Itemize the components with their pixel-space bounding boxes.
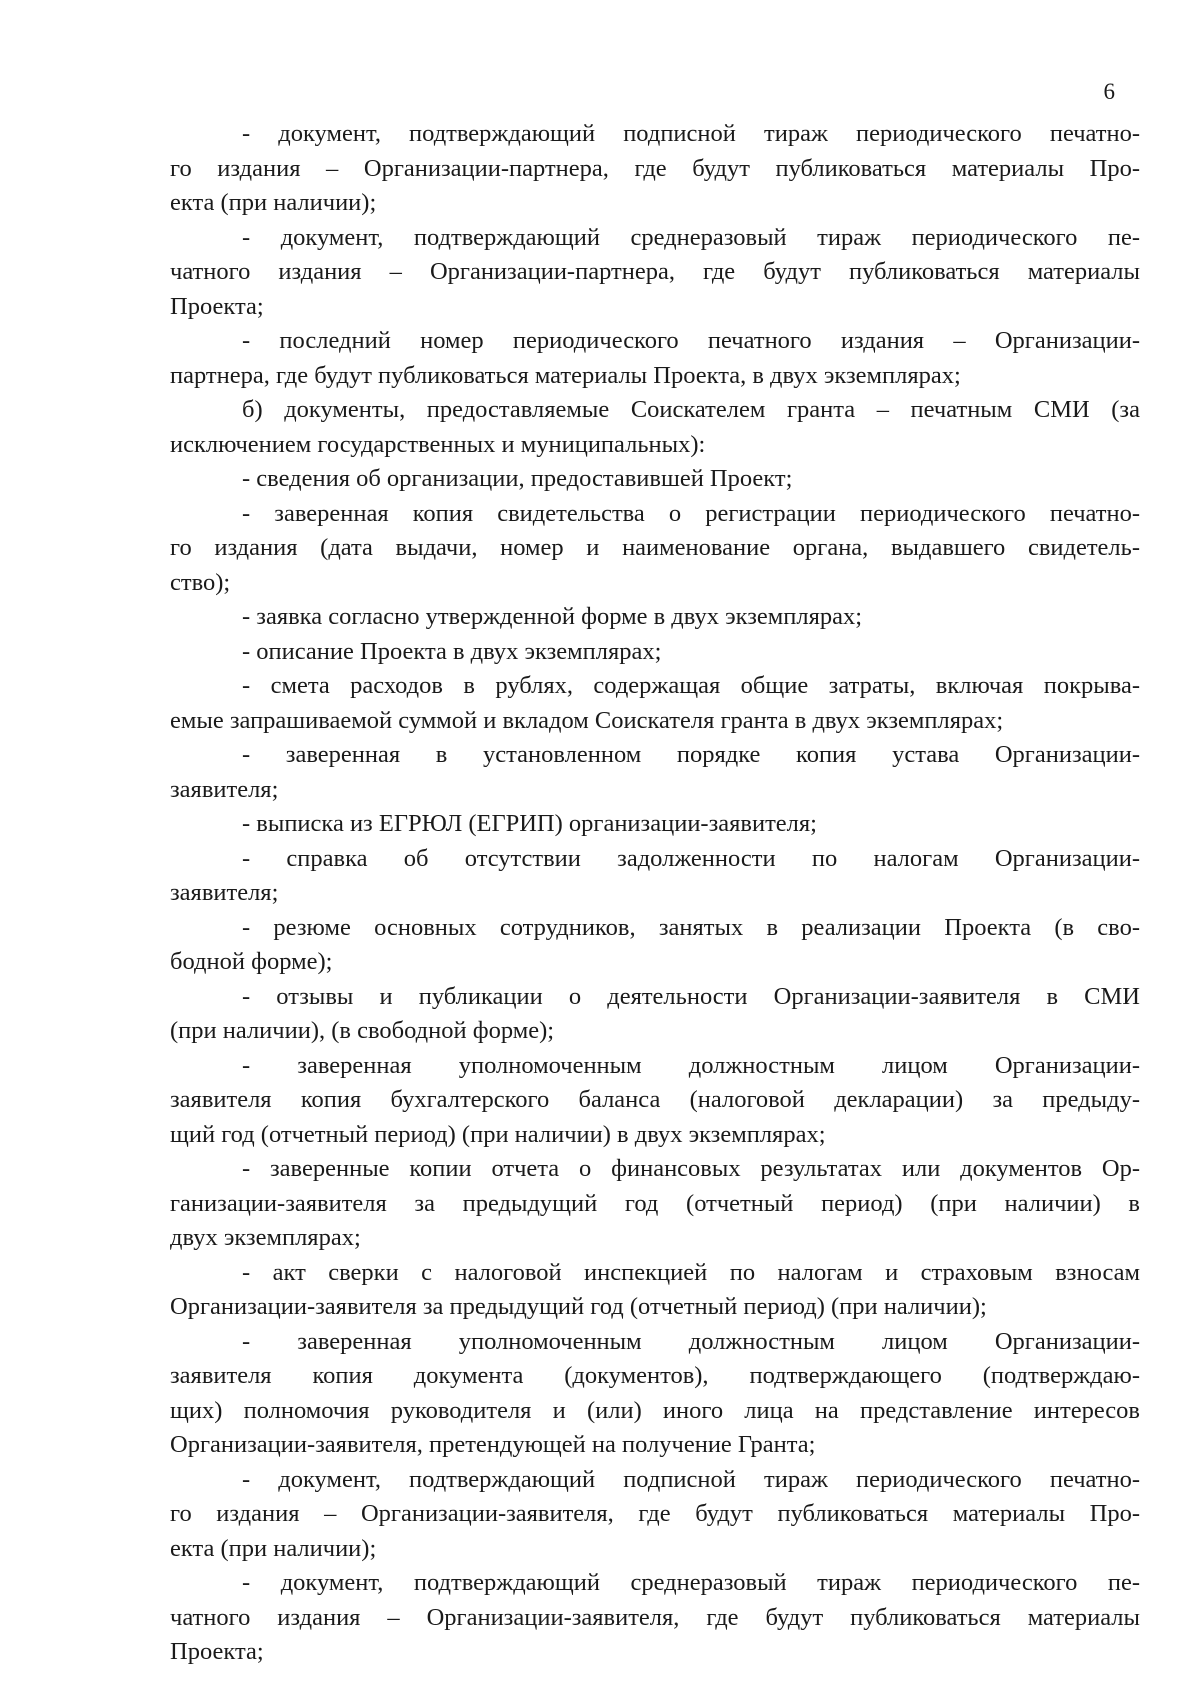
text-line: - заверенные копии отчета о финансовых результатах или документов Ор- [242,1155,1140,1182]
text-line: - резюме основных сотрудников, занятых в реализации Проекта (в сво- [242,913,1140,941]
text-line: заявителя; [170,879,279,906]
text-line: - сведения об организации, предоставившей Проект; [242,465,793,492]
list-item [170,1049,1140,1153]
list-item [170,635,1140,670]
list-item [170,911,1140,980]
list-item [170,497,1140,601]
text-line: двух экземплярах; [170,1224,361,1251]
list-item [170,980,1140,1049]
list-item [170,1566,1140,1670]
text-line: ганизации-заявителя за предыдущий год (отчетный период) (при наличии) в [170,1189,1140,1217]
text-line: - смета расходов в рублях, содержащая общие затраты, включая покрыва- [242,672,1140,699]
text-line: щий год (отчетный период) (при наличии) в двух экземплярах; [170,1120,826,1148]
text-line: - заверенная уполномоченным должностным лицом Организации- [242,1051,1140,1079]
list-item [170,221,1140,325]
text-line: щих) полномочия руководителя и (или) иного лица на представление интересов [170,1396,1140,1424]
text-line: (при наличии), (в свободной форме); [170,1017,555,1044]
text-line: - заверенная в установленном порядке копия устава Организации- [242,741,1140,768]
text-line: - документ, подтверждающий подписной тираж периодического печатно- [242,1465,1140,1493]
text-line: заявителя копия бухгалтерского баланса (налоговой декларации) за предыду- [170,1086,1140,1113]
list-item [170,324,1140,393]
list-item [170,1152,1140,1256]
text-line: - заявка согласно утвержденной форме в двух экземплярах; [242,603,863,630]
list-item [170,600,1140,635]
list-item [170,1325,1140,1463]
text-line: - заверенная копия свидетельства о регистрации периодического печатно- [242,499,1140,527]
list-item [170,462,1140,497]
list-item [170,807,1140,842]
list-item [170,1256,1140,1325]
text-line: екта (при наличии); [170,189,377,216]
text-line: - отзывы и публикации о деятельности Организации-заявителя в СМИ [242,982,1140,1010]
text-line: - документ, подтверждающий среднеразовый тираж периодического пе- [242,223,1140,251]
text-line: го издания – Организации-партнера, где будут публиковаться материалы Про- [170,154,1140,182]
page-number: 6 [1103,79,1115,104]
text-line: - описание Проекта в двух экземплярах; [242,637,662,665]
text-line: исключением государственных и муниципальных): [170,430,706,458]
text-line: - выписка из ЕГРЮЛ (ЕГРИП) организации-заявителя; [242,810,817,837]
text-line: - документ, подтверждающий среднеразовый тираж периодического пе- [242,1569,1140,1596]
text-line: - заверенная уполномоченным должностным лицом Организации- [242,1327,1140,1355]
text-line: Проекта; [170,292,264,320]
list-item [170,117,1140,221]
list-item [170,738,1140,807]
list-item [170,1463,1140,1567]
text-line: партнера, где будут публиковаться материалы Проекта, в двух экземплярах; [170,361,961,389]
text-line: екта (при наличии); [170,1534,377,1562]
text-line: го издания (дата выдачи, номер и наименование органа, выдавшего свидетель- [170,534,1140,561]
text-line: б) документы, предоставляемые Соискателем гранта – печатным СМИ (за [242,396,1140,423]
text-line: го издания – Организации-заявителя, где будут публиковаться материалы Про- [170,1500,1140,1527]
text-line: - акт сверки с налоговой инспекцией по налогам и страховым взносам [242,1258,1140,1286]
text-line: - документ, подтверждающий подписной тираж периодического печатно- [242,120,1140,147]
text-line: емые запрашиваемой суммой и вкладом Соискателя гранта в двух экземплярах; [170,706,1004,734]
text-line: - последний номер периодического печатного издания – Организации- [242,327,1140,354]
text-line: ство); [170,568,231,596]
text-line: заявителя копия документа (документов), подтверждающего (подтверждаю- [170,1362,1140,1389]
text-line: Проекта; [170,1638,264,1665]
text-line: бодной форме); [170,948,333,975]
list-item [170,842,1140,911]
text-line: - справка об отсутствии задолженности по налогам Организации- [242,844,1140,872]
text-line: Организации-заявителя за предыдущий год (отчетный период) (при наличии); [170,1293,987,1320]
text-line: заявителя; [170,775,279,803]
text-line: Организации-заявителя, претендующей на получение Гранта; [170,1431,816,1458]
text-line: чатного издания – Организации-партнера, где будут публиковаться материалы [170,258,1140,285]
list-item [170,393,1140,462]
text-line: чатного издания – Организации-заявителя, где будут публиковаться материалы [170,1603,1140,1631]
list-item [170,669,1140,738]
document-body [170,117,1140,1670]
